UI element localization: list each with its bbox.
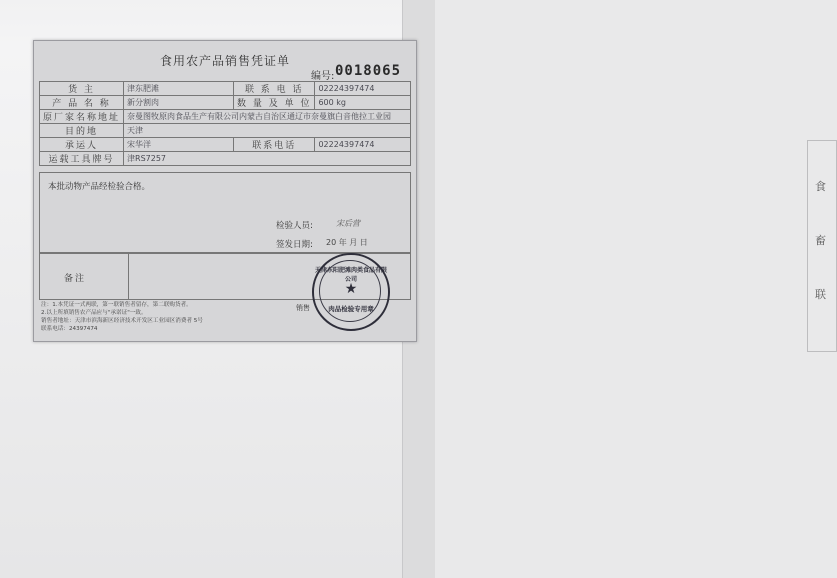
table-row	[40, 152, 411, 166]
inspector-label: 检验人员:	[276, 221, 313, 231]
voucher-number: 0018065	[335, 63, 402, 79]
vehicle-plate-label: 运载工具牌号	[40, 152, 124, 166]
phone-label: 联 系 电 话	[234, 82, 315, 96]
owner-value: 津东肥滩	[124, 82, 234, 96]
form-title: 食用农产品销售凭证单	[159, 54, 290, 68]
sales-mark: 销售	[296, 304, 310, 312]
destination-label: 目的地	[40, 124, 124, 138]
footnote: 注：1.本凭证一式两联，第一联销售者留存，第二联购货者。	[41, 302, 192, 308]
owner-label: 货 主	[40, 82, 124, 96]
table-row	[40, 110, 411, 124]
info-table	[39, 81, 411, 166]
remark-divider	[128, 253, 129, 299]
sales-voucher-form	[33, 40, 417, 342]
product-name-value: 新分割肉	[124, 96, 234, 110]
phone-value: 02224397474	[315, 82, 411, 96]
quantity-value: 600 kg	[315, 96, 411, 110]
carrier-value: 宋华洋	[124, 138, 234, 152]
destination-value: 天津	[124, 124, 411, 138]
carrier-phone-label: 联系电话	[234, 138, 315, 152]
table-row	[40, 138, 411, 152]
carrier-label: 承运人	[40, 138, 124, 152]
footnote: 2.以上所填销售农产品应与"承诺证"一致。	[41, 310, 147, 316]
underlying-text: 联	[815, 288, 826, 301]
product-name-label: 产 品 名 称	[40, 96, 124, 110]
seal-purpose-text: 肉品检验专用章	[328, 305, 374, 313]
table-row	[40, 96, 411, 110]
number-label: 编号:	[311, 71, 335, 82]
table-row	[40, 82, 411, 96]
issue-date-label: 签发日期:	[276, 240, 313, 250]
underlying-text: 畜	[815, 234, 826, 247]
inspection-seal	[312, 253, 390, 331]
carrier-phone-value: 02224397474	[315, 138, 411, 152]
inspection-section	[39, 172, 411, 254]
underlying-text: 食	[815, 180, 826, 193]
footnote: 联系电话：24397474	[41, 326, 98, 332]
manufacturer-label: 原厂家名称地址	[40, 110, 124, 124]
vehicle-plate-value: 津RS7257	[124, 152, 411, 166]
quantity-label: 数 量 及 单 位	[234, 96, 315, 110]
star-icon: ★	[344, 281, 358, 297]
remark-label: 备注	[64, 274, 87, 284]
issue-date-value: 20 年 月 日	[326, 238, 368, 247]
manufacturer-value: 奈曼图牧原肉食品生产有限公司内蒙古自治区通辽市奈曼旗白音他拉工业园	[124, 110, 411, 124]
seal-company-text: 天津东阳肥滩肉类食品有限公司	[314, 267, 387, 283]
inspection-statement: 本批动物产品经检验合格。	[48, 182, 151, 192]
footnote: 销售者地址：天津市滨海新区经济技术开发区工业园区消费者 5号	[41, 318, 203, 324]
inspector-signature: 宋后营	[336, 219, 360, 228]
table-row	[40, 124, 411, 138]
